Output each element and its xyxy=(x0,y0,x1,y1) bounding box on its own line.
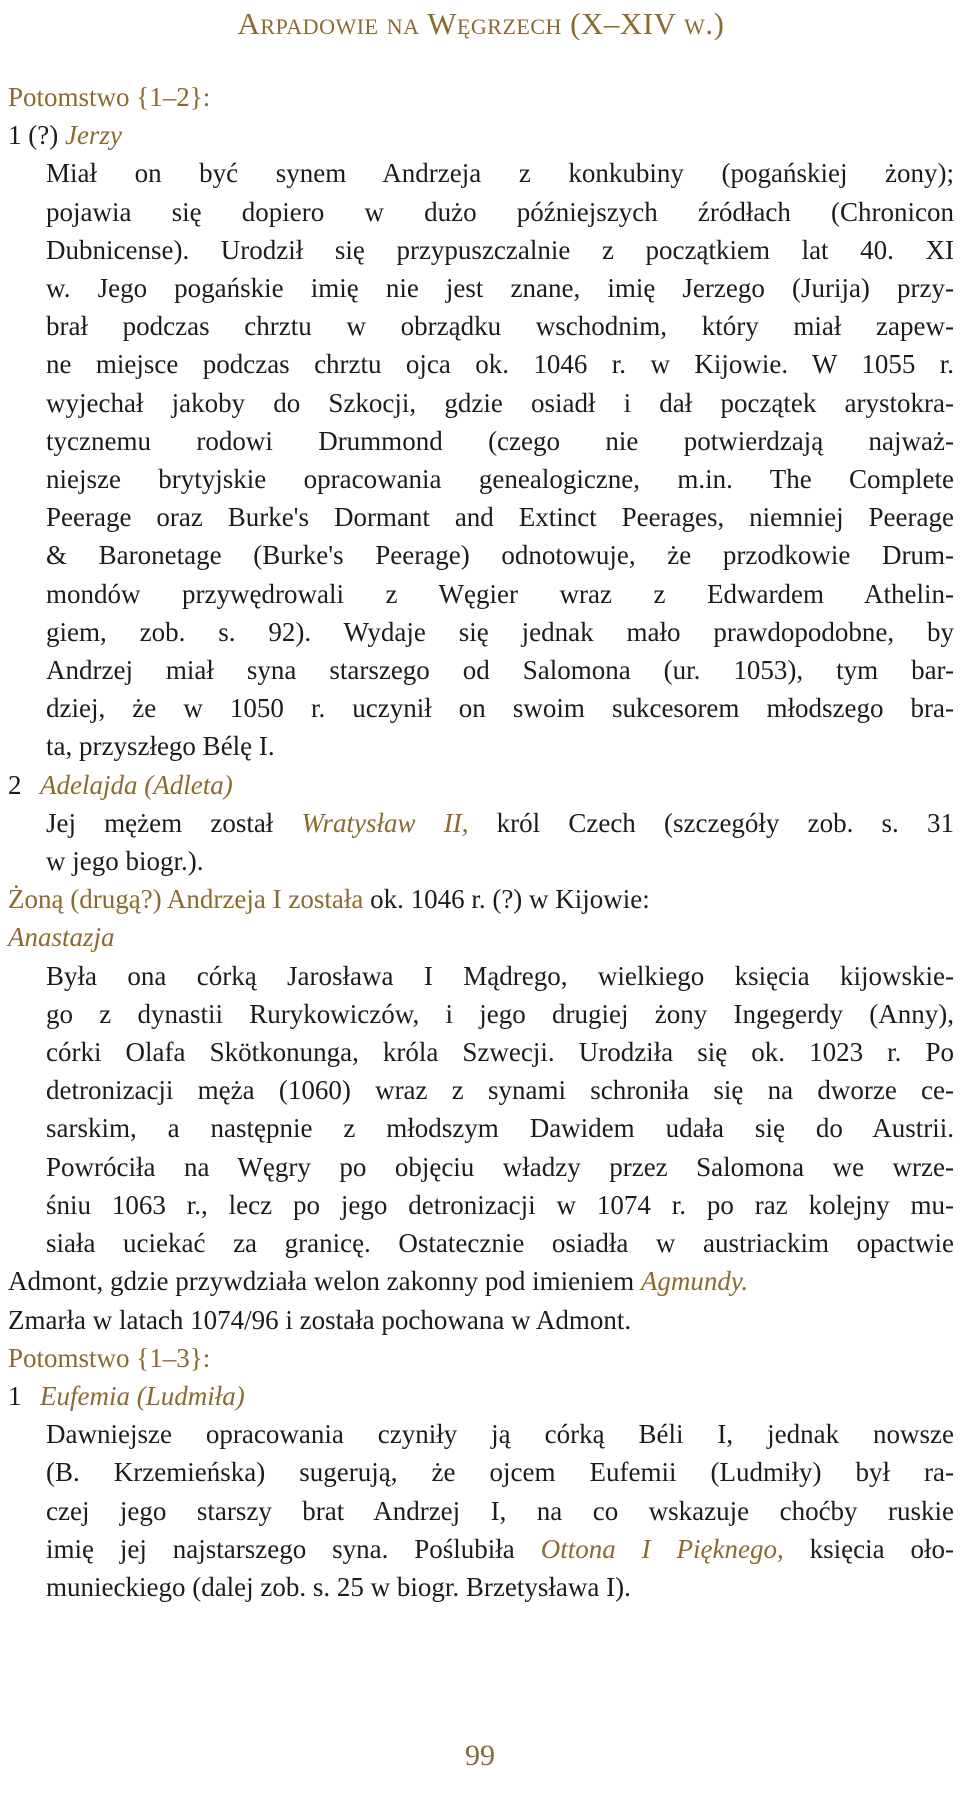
page-number: 99 xyxy=(465,1739,495,1772)
spouse-name: Anastazja xyxy=(8,922,115,953)
text-line: ta, przyszłego Bélę I. xyxy=(46,731,275,762)
entry-number: 2 xyxy=(8,769,22,800)
entry-1-heading xyxy=(8,116,954,154)
spouse-intro-label: Żoną (drugą?) Andrzeja I została xyxy=(8,884,364,915)
entry-2-text xyxy=(46,804,954,880)
text-line: mondów przywędrowali z Węgier wraz z Edwardem Athelin- xyxy=(46,578,954,609)
entry-name: Jerzy xyxy=(64,120,122,151)
text-line: pojawia się dopiero w dużo późniejszych źródłach (Chronicon xyxy=(46,196,954,227)
text-line: Peerage oraz Burke's Dormant and Extinct Peerages, niemniej Peerage xyxy=(46,502,954,533)
text-line: w. Jego pogańskie imię nie jest znane, imię Jerzego (Jurija) przy- xyxy=(46,273,954,304)
text-line: Jej mężem został Wratysław II, król Czech (szczegóły zob. s. 31 xyxy=(46,807,954,838)
text-line: munieckiego (dalej zob. s. 25 w biogr. Brzetysława I). xyxy=(46,1571,631,1602)
section-heading-1: Potomstwo {1–2}: xyxy=(8,82,211,112)
text-line: go z dynastii Rurykowiczów, i jego drugiej żony Ingegerdy (Anny), xyxy=(46,998,954,1029)
spouse-intro xyxy=(8,880,954,918)
text-line: sarskim, a następnie z młodszym Dawidem udała się do Austrii. xyxy=(46,1113,954,1144)
entry-name: Adelajda (Adleta) xyxy=(40,769,233,800)
text-line: imię jej najstarszego syna. Poślubiła Ottona I Pięknego, księcia oło- xyxy=(46,1533,954,1564)
entry-number: 1 xyxy=(8,1380,22,1411)
name-link[interactable]: Agmundy. xyxy=(640,1266,749,1297)
entry-3-heading xyxy=(8,1377,954,1415)
spouse-text xyxy=(46,957,954,1263)
text-line: (B. Krzemieńska) sugerują, że ojcem Eufemii (Ludmiły) był ra- xyxy=(46,1457,954,1488)
section-heading-2: Potomstwo {1–3}: xyxy=(8,1342,211,1373)
text-line: wyjechał jakoby do Szkocji, gdzie osiadł i dał początek arystokra- xyxy=(46,387,954,418)
text-line: Była ona córką Jarosława I Mądrego, wielkiego księcia kijowskie- xyxy=(46,960,954,991)
text-line: Powróciła na Węgry po objęciu władzy przez Salomona we wrze- xyxy=(46,1151,954,1182)
spouse-intro-rest: ok. 1046 r. (?) w Kijowie: xyxy=(370,884,650,915)
entry-number: 1 (?) xyxy=(8,120,59,151)
spouse-text-cont xyxy=(8,1262,954,1300)
text-line: Dubnicense). Urodził się przypuszczalnie z początkiem lat 40. XI xyxy=(46,234,954,265)
text-line: śniu 1063 r., lecz po jego detronizacji w 1074 r. po raz kolejny mu- xyxy=(46,1189,954,1220)
entry-1-text xyxy=(46,154,954,765)
text-line: niejsze brytyjskie opracowania genealogiczne, m.in. The Complete xyxy=(46,464,954,495)
text-line: giem, zob. s. 92). Wydaje się jednak mało prawdopodobne, by xyxy=(46,616,954,647)
person-link[interactable]: Wratysław II, xyxy=(301,807,469,838)
entry-2-heading xyxy=(8,766,954,804)
text-line: Miał on być synem Andrzeja z konkubiny (pogańskiej żony); xyxy=(46,158,954,189)
entry-name: Eufemia (Ludmiła) xyxy=(40,1380,245,1411)
entry-3-text xyxy=(46,1415,954,1606)
text-line: Admont, gdzie przywdziała welon zakonny pod imieniem xyxy=(8,1266,635,1297)
text-line: ne miejsce podczas chrztu ojca ok. 1046 r. w Kijowie. W 1055 r. xyxy=(46,349,954,380)
running-head: Arpadowie na Węgrzech (X–XIV w.) xyxy=(237,6,725,41)
text-line: córki Olafa Skötkonunga, króla Szwecji. Urodziła się ok. 1023 r. Po xyxy=(46,1037,954,1068)
text-line: tycznemu rodowi Drummond (czego nie potwierdzają najważ- xyxy=(46,425,954,456)
page xyxy=(8,0,954,1606)
person-link[interactable]: Ottona I Pięknego, xyxy=(540,1533,784,1564)
text-line: detronizacji męża (1060) wraz z synami schroniła się na dworze ce- xyxy=(46,1075,954,1106)
text-line: czej jego starszy brat Andrzej I, na co wskazuje choćby ruskie xyxy=(46,1495,954,1526)
text-line: brał podczas chrztu w obrządku wschodnim, który miał zapew- xyxy=(46,311,954,342)
text-line: & Baronetage (Burke's Peerage) odnotowuje, że przodkowie Drum- xyxy=(46,540,954,571)
text-line: Dawniejsze opracowania czyniły ją córką Béli I, jednak nowsze xyxy=(46,1419,954,1450)
text-line: dziej, że w 1050 r. uczynił on swoim sukcesorem młodszego bra- xyxy=(46,693,954,724)
text-line: siała uciekać za granicę. Ostatecznie osiadła w austriackim opactwie xyxy=(46,1228,954,1259)
text-line: w jego biogr.). xyxy=(46,846,204,877)
text-line: Andrzej miał syna starszego od Salomona (ur. 1053), tym bar- xyxy=(46,655,954,686)
text-line: Zmarła w latach 1074/96 i została pochowana w Admont. xyxy=(8,1304,632,1335)
